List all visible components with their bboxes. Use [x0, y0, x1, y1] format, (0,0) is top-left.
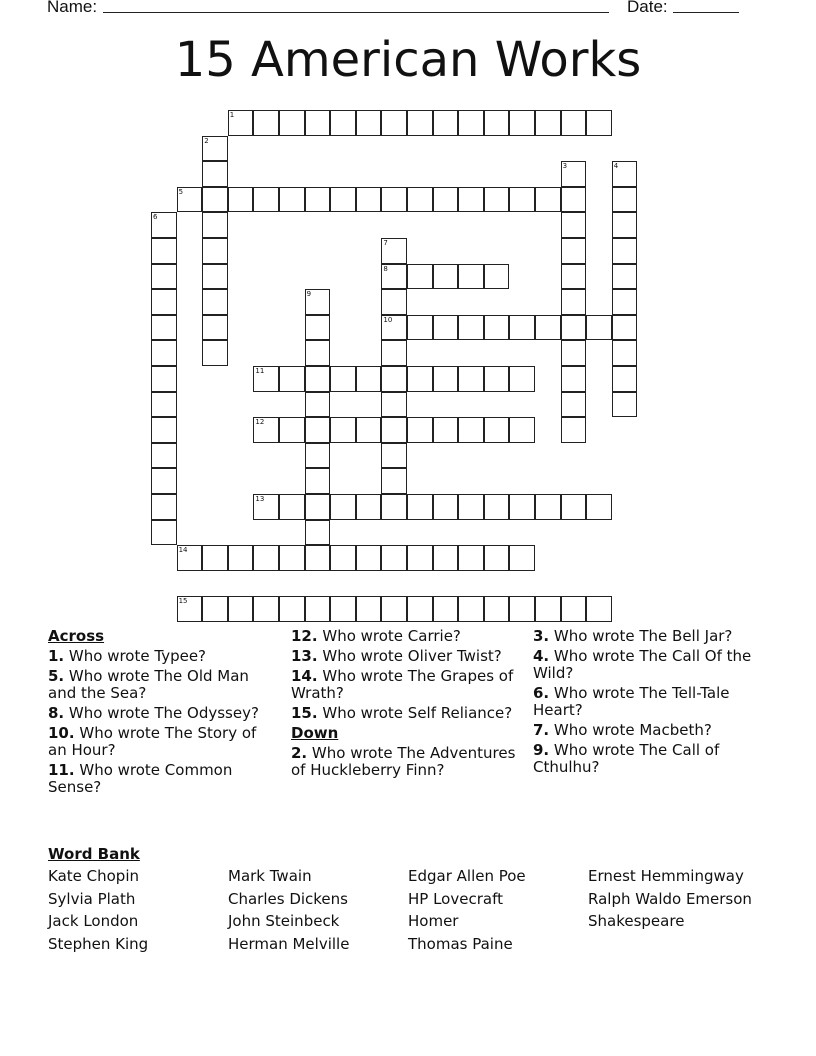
- word-bank-item: Jack London: [48, 912, 139, 931]
- clue-across-5: 5. Who wrote The Old Man and the Sea?: [48, 667, 249, 702]
- grid-cell[interactable]: [330, 417, 356, 443]
- grid-cell[interactable]: [381, 340, 407, 366]
- cell-number: 15: [178, 597, 188, 606]
- grid-cell[interactable]: [202, 545, 228, 571]
- word-bank: [48, 845, 768, 967]
- grid-cell[interactable]: [586, 494, 612, 520]
- grid-cell[interactable]: [381, 443, 407, 469]
- grid-cell[interactable]: [458, 110, 484, 136]
- grid-cell[interactable]: [279, 596, 305, 622]
- grid-cell[interactable]: [561, 289, 587, 315]
- word-bank-item: Shakespeare: [588, 912, 685, 931]
- cell-number: 3: [562, 162, 568, 171]
- grid-cell[interactable]: [535, 596, 561, 622]
- grid-cell[interactable]: [509, 110, 535, 136]
- grid-cell[interactable]: [433, 494, 459, 520]
- grid-cell[interactable]: [612, 212, 638, 238]
- header-line: [47, 0, 756, 19]
- grid-cell[interactable]: [509, 366, 535, 392]
- grid-cell[interactable]: [561, 494, 587, 520]
- grid-cell[interactable]: [612, 392, 638, 418]
- grid-cell[interactable]: [202, 187, 228, 213]
- grid-cell[interactable]: [407, 494, 433, 520]
- name-blank-line[interactable]: [103, 12, 609, 13]
- grid-cell[interactable]: [484, 545, 510, 571]
- grid-cell[interactable]: [202, 315, 228, 341]
- cell-number: 10: [383, 315, 393, 324]
- grid-cell[interactable]: [612, 161, 638, 187]
- grid-cell[interactable]: [561, 264, 587, 290]
- grid-cell[interactable]: [561, 212, 587, 238]
- grid-cell[interactable]: [202, 136, 228, 162]
- grid-cell[interactable]: [279, 494, 305, 520]
- word-bank-item: Charles Dickens: [228, 889, 348, 908]
- grid-cell[interactable]: [509, 494, 535, 520]
- cell-number: 14: [178, 546, 188, 555]
- grid-cell[interactable]: [177, 596, 203, 622]
- grid-cell[interactable]: [433, 110, 459, 136]
- word-bank-item: Herman Melville: [228, 934, 350, 953]
- grid-cell[interactable]: [561, 110, 587, 136]
- grid-cell[interactable]: [433, 264, 459, 290]
- clue-across-1: 1. Who wrote Typee?: [48, 647, 207, 665]
- grid-cell[interactable]: [381, 110, 407, 136]
- grid-cell[interactable]: [561, 340, 587, 366]
- grid-cell[interactable]: [484, 315, 510, 341]
- grid-cell[interactable]: [561, 187, 587, 213]
- grid-cell[interactable]: [228, 187, 254, 213]
- grid-cell[interactable]: [356, 596, 382, 622]
- grid-cell[interactable]: [356, 417, 382, 443]
- grid-cell[interactable]: [202, 340, 228, 366]
- grid-cell[interactable]: [612, 238, 638, 264]
- grid-cell[interactable]: [151, 212, 177, 238]
- grid-cell[interactable]: [330, 545, 356, 571]
- grid-cell[interactable]: [202, 238, 228, 264]
- grid-cell[interactable]: [484, 187, 510, 213]
- clue-across-10: 10. Who wrote The Story of an Hour?: [48, 724, 257, 759]
- clues-column-2: [291, 628, 523, 782]
- grid-cell[interactable]: [279, 366, 305, 392]
- grid-cell[interactable]: [458, 494, 484, 520]
- grid-cell[interactable]: [151, 520, 177, 546]
- grid-cell[interactable]: [433, 545, 459, 571]
- grid-cell[interactable]: [381, 417, 407, 443]
- grid-cell[interactable]: [305, 443, 331, 469]
- grid-cell[interactable]: [433, 417, 459, 443]
- clues-column-1: [48, 628, 278, 799]
- grid-cell[interactable]: [407, 110, 433, 136]
- grid-cell[interactable]: [381, 468, 407, 494]
- grid-cell[interactable]: [305, 494, 331, 520]
- word-bank-item: Mark Twain: [228, 867, 312, 885]
- grid-cell[interactable]: [381, 238, 407, 264]
- grid-cell[interactable]: [151, 366, 177, 392]
- grid-cell[interactable]: [561, 366, 587, 392]
- word-bank-item: Sylvia Plath: [48, 889, 136, 908]
- grid-cell[interactable]: [612, 340, 638, 366]
- grid-cell[interactable]: [356, 110, 382, 136]
- grid-cell[interactable]: [253, 494, 279, 520]
- grid-cell[interactable]: [484, 366, 510, 392]
- grid-cell[interactable]: [228, 110, 254, 136]
- grid-cell[interactable]: [330, 366, 356, 392]
- name-label: Name:: [47, 0, 98, 16]
- grid-cell[interactable]: [458, 264, 484, 290]
- cell-number: 1: [229, 111, 235, 119]
- grid-cell[interactable]: [484, 264, 510, 290]
- grid-cell[interactable]: [151, 264, 177, 290]
- grid-cell[interactable]: [561, 392, 587, 418]
- grid-cell[interactable]: [253, 110, 279, 136]
- date-blank-line[interactable]: [673, 12, 739, 13]
- grid-cell[interactable]: [612, 264, 638, 290]
- grid-cell[interactable]: [330, 187, 356, 213]
- grid-cell[interactable]: [458, 187, 484, 213]
- grid-cell[interactable]: [151, 443, 177, 469]
- clue-down-4: 4. Who wrote The Call Of the Wild?: [533, 647, 752, 682]
- clue-across-8: 8. Who wrote The Odyssey?: [48, 704, 259, 722]
- grid-cell[interactable]: [151, 392, 177, 418]
- word-bank-item: Ernest Hemmingway: [588, 867, 744, 885]
- grid-cell[interactable]: [535, 110, 561, 136]
- word-bank-column-3: [408, 867, 526, 957]
- grid-cell[interactable]: [305, 392, 331, 418]
- cell-number: 6: [153, 213, 158, 222]
- word-bank-item: Stephen King: [48, 934, 149, 953]
- grid-cell[interactable]: [305, 366, 331, 392]
- grid-cell[interactable]: [535, 315, 561, 341]
- grid-cell[interactable]: [305, 596, 331, 622]
- puzzle-title: 15 American Works: [174, 32, 642, 88]
- grid-cell[interactable]: [305, 468, 331, 494]
- grid-cell[interactable]: [253, 545, 279, 571]
- grid-cell[interactable]: [535, 187, 561, 213]
- grid-cell[interactable]: [458, 417, 484, 443]
- word-bank-columns: [48, 867, 768, 967]
- grid-cell[interactable]: [484, 494, 510, 520]
- grid-cell[interactable]: [407, 366, 433, 392]
- word-bank-column-1: [48, 867, 148, 957]
- grid-cell[interactable]: [305, 340, 331, 366]
- clue-across-12: 12. Who wrote Carrie?: [291, 627, 461, 645]
- word-bank-item: John Steinbeck: [228, 912, 340, 931]
- grid-cell[interactable]: [228, 596, 254, 622]
- word-bank-title: Word Bank: [48, 845, 140, 863]
- grid-cell[interactable]: [458, 545, 484, 571]
- grid-cell[interactable]: [407, 264, 433, 290]
- grid-cell[interactable]: [151, 468, 177, 494]
- grid-cell[interactable]: [356, 545, 382, 571]
- grid-cell[interactable]: [356, 494, 382, 520]
- clue-across-15: 15. Who wrote Self Reliance?: [291, 704, 513, 722]
- grid-cell[interactable]: [202, 161, 228, 187]
- grid-cell[interactable]: [561, 238, 587, 264]
- grid-cell[interactable]: [407, 596, 433, 622]
- clue-down-6: 6. Who wrote The Tell-Tale Heart?: [533, 684, 730, 719]
- clue-down-3: 3. Who wrote The Bell Jar?: [533, 627, 733, 645]
- word-bank-item: Edgar Allen Poe: [408, 867, 526, 885]
- grid-cell[interactable]: [484, 596, 510, 622]
- clue-down-9: 9. Who wrote The Call of Cthulhu?: [533, 741, 720, 776]
- grid-cell[interactable]: [458, 596, 484, 622]
- grid-cell[interactable]: [151, 238, 177, 264]
- grid-cell[interactable]: [381, 315, 407, 341]
- grid-cell[interactable]: [561, 161, 587, 187]
- grid-cell[interactable]: [561, 315, 587, 341]
- word-bank-item: Thomas Paine: [408, 934, 513, 953]
- grid-cell[interactable]: [330, 494, 356, 520]
- down-heading: Down: [291, 724, 339, 742]
- grid-cell[interactable]: [612, 315, 638, 341]
- grid-cell[interactable]: [535, 494, 561, 520]
- grid-cell[interactable]: [586, 110, 612, 136]
- grid-cell[interactable]: [305, 315, 331, 341]
- grid-cell[interactable]: [484, 417, 510, 443]
- grid-cell[interactable]: [279, 545, 305, 571]
- grid-cell[interactable]: [356, 366, 382, 392]
- grid-cell[interactable]: [305, 417, 331, 443]
- grid-cell[interactable]: [151, 315, 177, 341]
- grid-cell[interactable]: [433, 315, 459, 341]
- cell-number: 13: [255, 495, 265, 503]
- grid-cell[interactable]: [202, 596, 228, 622]
- grid-cell[interactable]: [509, 315, 535, 341]
- grid-cell[interactable]: [381, 187, 407, 213]
- grid-cell[interactable]: [253, 596, 279, 622]
- grid-cell[interactable]: [253, 417, 279, 443]
- grid-cell[interactable]: [433, 187, 459, 213]
- cell-number: 7: [383, 239, 388, 247]
- grid-cell[interactable]: [381, 289, 407, 315]
- grid-cell[interactable]: [484, 110, 510, 136]
- grid-cell[interactable]: [253, 366, 279, 392]
- cell-number: 9: [306, 290, 312, 299]
- grid-cell[interactable]: [612, 187, 638, 213]
- grid-cell[interactable]: [407, 417, 433, 443]
- grid-cell[interactable]: [509, 417, 535, 443]
- clue-down-2: 2. Who wrote The Adventures of Huckleberry Finn?: [291, 744, 516, 779]
- grid-cell[interactable]: [433, 366, 459, 392]
- grid-cell[interactable]: [407, 315, 433, 341]
- cell-number: 12: [255, 418, 265, 427]
- grid-cell[interactable]: [381, 366, 407, 392]
- grid-cell[interactable]: [509, 187, 535, 213]
- across-heading: Across: [48, 627, 105, 645]
- grid-cell[interactable]: [177, 545, 203, 571]
- grid-cell[interactable]: [381, 264, 407, 290]
- grid-cell[interactable]: [561, 596, 587, 622]
- grid-cell[interactable]: [612, 289, 638, 315]
- grid-cell[interactable]: [458, 366, 484, 392]
- cell-number: 11: [255, 367, 265, 375]
- word-bank-item: Ralph Waldo Emerson: [588, 889, 752, 908]
- grid-cell[interactable]: [177, 187, 203, 213]
- word-bank-column-4: [588, 867, 752, 935]
- grid-cell[interactable]: [381, 392, 407, 418]
- grid-cell[interactable]: [612, 366, 638, 392]
- grid-cell[interactable]: [279, 417, 305, 443]
- grid-cell[interactable]: [151, 340, 177, 366]
- grid-cell[interactable]: [433, 596, 459, 622]
- grid-cell[interactable]: [202, 212, 228, 238]
- grid-cell[interactable]: [381, 596, 407, 622]
- grid-cell[interactable]: [151, 494, 177, 520]
- grid-cell[interactable]: [407, 187, 433, 213]
- word-bank-item: Kate Chopin: [48, 867, 139, 885]
- cell-number: 2: [204, 136, 209, 145]
- grid-cell[interactable]: [228, 545, 254, 571]
- word-bank-item: HP Lovecraft: [408, 889, 503, 908]
- grid-cell[interactable]: [381, 494, 407, 520]
- grid-cell[interactable]: [356, 187, 382, 213]
- grid-cell[interactable]: [407, 545, 433, 571]
- grid-cell[interactable]: [305, 187, 331, 213]
- grid-cell[interactable]: [202, 264, 228, 290]
- clue-across-14: 14. Who wrote The Grapes of Wrath?: [291, 667, 514, 702]
- grid-cell[interactable]: [305, 545, 331, 571]
- grid-cell[interactable]: [151, 417, 177, 443]
- grid-cell[interactable]: [202, 289, 228, 315]
- grid-cell[interactable]: [279, 110, 305, 136]
- date-label: Date:: [627, 0, 668, 16]
- clue-across-13: 13. Who wrote Oliver Twist?: [291, 647, 502, 665]
- grid-cell[interactable]: [305, 289, 331, 315]
- cell-number: 8: [383, 264, 388, 273]
- grid-cell[interactable]: [151, 289, 177, 315]
- grid-cell[interactable]: [253, 187, 279, 213]
- cell-number: 4: [613, 162, 619, 171]
- cell-number: 5: [178, 187, 184, 196]
- grid-cell[interactable]: [586, 315, 612, 341]
- grid-cell[interactable]: [509, 545, 535, 571]
- grid-cell[interactable]: [279, 187, 305, 213]
- grid-cell[interactable]: [305, 110, 331, 136]
- word-bank-item: Homer: [408, 912, 459, 931]
- word-bank-column-2: [228, 867, 349, 957]
- clue-down-7: 7. Who wrote Macbeth?: [533, 721, 712, 739]
- grid-cell[interactable]: [330, 110, 356, 136]
- grid-cell[interactable]: [586, 596, 612, 622]
- grid-cell[interactable]: [509, 596, 535, 622]
- grid-cell[interactable]: [305, 520, 331, 546]
- grid-cell[interactable]: [458, 315, 484, 341]
- grid-cell[interactable]: [381, 545, 407, 571]
- clues-column-3: [533, 628, 765, 779]
- grid-cell[interactable]: [330, 596, 356, 622]
- grid-cell[interactable]: [561, 417, 587, 443]
- clue-across-11: 11. Who wrote Common Sense?: [48, 761, 233, 796]
